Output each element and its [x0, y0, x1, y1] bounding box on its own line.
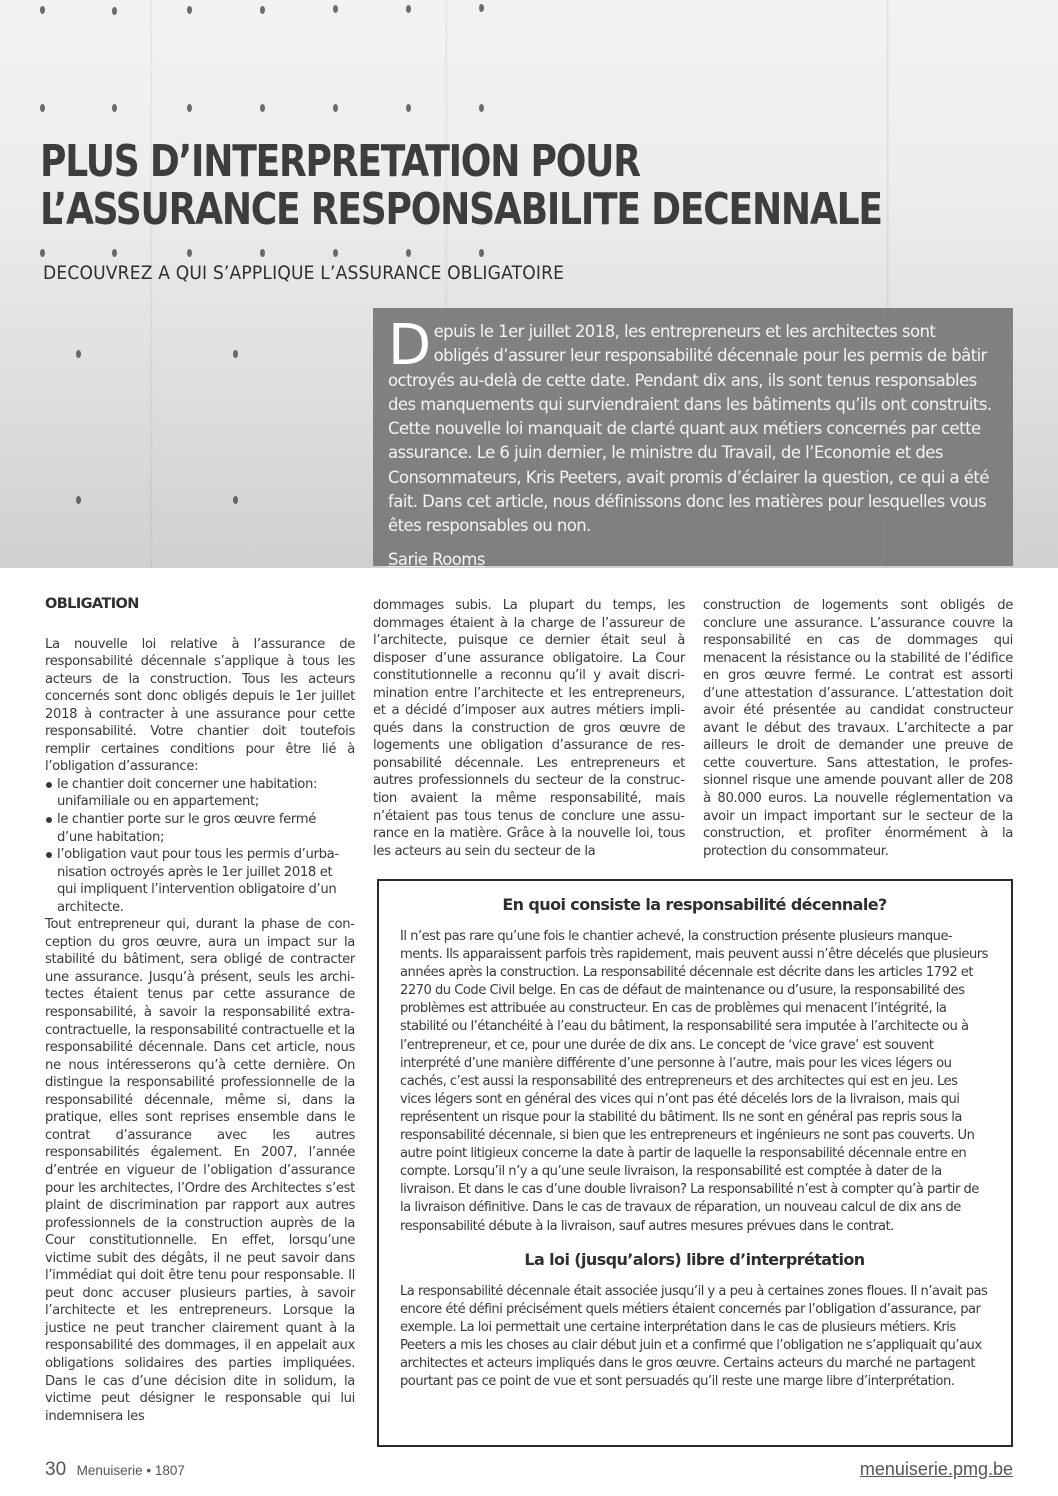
box-heading-libre-interpretation: La loi (jusqu’alors) libre d’interprétation — [524, 1249, 865, 1269]
footer-publication — [45, 1459, 185, 1481]
article-subtitle: DECOUVREZ A QUI S’APPLIQUE L’ASSURANCE OBLIGATOIRE — [43, 262, 565, 284]
tie-hole-decoration — [233, 350, 238, 358]
box-paragraph: La responsabilité décennale était associée jusqu’il y a peu à certaines zones floues. Il n’avait pas encore été défini précisément quels métiers étaient concernés par l’obligation d’assurance, par exemple. La loi permettait une certaine interprétation dans le cas de plusieurs métiers. Kris Peeters a mis les choses au clair début juin et a confirmé que l’obligation ne s’appliquait qu’aux architectes et acteurs impliqués dans le gros œuvre. Certains acteurs du marché ne partagent pourtant pas ce point de vue et sont persuadés qu’il reste une marge libre d’interprétation. — [400, 1283, 988, 1390]
paragraph: dommages subis. La plupart du temps, les dommages étaient à la charge de l’assureur de l’architecte, puisque ce dernier était seul à disposer d’une assurance obligatoire. La Cour constitutionnelle a reconnu qu’il y avait discrimination entre l’architecte et les entrepreneurs, et a décidé d’imposer aux autres métiers impliqués dans la construction de gros œuvre de logements une obligation d’assurance de responsabilité décennale. Les entrepreneurs et autres professionnels du secteur de la construction avaient la même responsabilité, mais n’étaient pas tous tenus de conclure une assurance en la matière. Grâce à la nouvelle loi, tous les acteurs au sein du secteur de la — [373, 598, 685, 859]
magazine-issue: Menuiserie • 1807 — [76, 1463, 185, 1478]
intro-paragraph — [388, 313, 995, 539]
tie-hole-decoration — [260, 104, 265, 112]
concrete-hero-background — [0, 0, 1058, 568]
tie-hole-decoration — [260, 6, 265, 14]
conditions-list — [45, 776, 355, 916]
tie-hole-decoration — [112, 249, 117, 257]
column-1 — [45, 596, 355, 1425]
article-title-line-1: PLUS D’INTERPRETATION POUR — [40, 136, 640, 187]
paragraph: Tout entrepreneur qui, durant la phase de conception du gros œuvre, aura un impact sur la stabilité du bâtiment, sera obligé de contracter une assurance. Jusqu’à présent, seuls les architectes étaient tenus par cette assurance de responsabilité, à savoir la responsabilité extracontractuelle, la responsabilité contractuelle et la responsabilité décennale. Dans cet article, nous ne nous intéresserons qu’à cette dernière. On distingue la responsabilité professionnelle de la responsabilité décennale, même si, dans la pratique, elles sont reprises ensemble dans le contrat d’assurance avec les autres responsabilités également. En 2007, l’année d’entrée en vigueur de l’obligation d’assurance pour les architectes, l’Ordre des Architectes s’est plaint de discrimination par rapport aux autres professionnels de la construction auprès de la Cour constitutionnelle. En effet, lorsqu’une victime subit des dégâts, il ne peut savoir dans l’immédiat qui doit être tenu pour responsable. Il peut donc accuser plusieurs parties, à savoir l’architecte et les entrepreneurs. Lorsque la justice ne peut trancher clairement quant à la responsabilité des dommages, il en appelait aux obligations solidaires des parties impliquées. Dans le cas d’une décision dite in solidum, la victime peut désigner le responsable qui lui indemnisera les — [45, 917, 355, 1424]
tie-hole-decoration — [112, 7, 117, 15]
list-item: le chantier doit concerner une habitation: unifamiliale ou en appartement; — [45, 776, 355, 811]
tie-hole-decoration — [333, 104, 338, 112]
page-number: 30 — [45, 1459, 67, 1480]
drop-cap: D — [388, 313, 431, 378]
tie-hole-decoration — [40, 6, 45, 14]
tie-hole-decoration — [333, 249, 338, 257]
tie-hole-decoration — [40, 249, 45, 257]
tie-hole-decoration — [187, 249, 192, 257]
author-byline: Sarie Rooms — [388, 549, 485, 569]
tie-hole-decoration — [260, 249, 265, 257]
box-heading-responsabilite-decennale: En quoi consiste la responsabilité décennale? — [502, 895, 887, 914]
tie-hole-decoration — [406, 249, 411, 257]
column-2 — [373, 597, 685, 860]
website-link[interactable]: menuiserie.pmg.be — [859, 1459, 1013, 1479]
tie-hole-decoration — [233, 496, 238, 504]
article-title-line-2: L’ASSURANCE RESPONSABILITE DECENNALE — [40, 184, 882, 235]
tie-hole-decoration — [406, 5, 411, 13]
tie-hole-decoration — [76, 350, 81, 358]
paragraph: construction de logements sont obligés de conclure une assurance. L’assurance couvre la responsabilité en cas de dommages qui menacent la résistance ou la stabilité de l’édifice en gros œuvre fermé. Le contrat est assorti d’une attestation d’assurance. L’attestation doit avoir été présentée au candidat constructeur avant le début des travaux. L’architecte a par ailleurs le droit de demander une preuve de cette couverture. Sans attestation, le professionnel risque une amende pouvant aller de 208 à 80.000 euros. La nouvelle réglementation va avoir un impact important sur le secteur de la construction, et profiter énormément à la protection du consommateur. — [703, 598, 1013, 859]
box-paragraph: Il n’est pas rare qu’une fois le chantier achevé, la construction présente plusieurs manquements. Ils apparaissent parfois très rapidement, mais peuvent aussi n’être décelés que plusieurs années après la construction. La responsabilité décennale est décrite dans les articles 1792 et 2270 du Code Civil belge. En cas de défaut de maintenance ou d’usure, la responsabilité des problèmes est attribuée au constructeur. En cas de problèmes qui menacent l’intégrité, la stabilité ou l’étanchéité à l’eau du bâtiment, la responsabilité sera imputée à l’architecte ou à l’entrepreneur, et ce, pour une durée de dix ans. Le concept de ‘vice grave’ est souvent interprété d’une manière différente d’une personne à l’autre, mais pour les vices légers ou cachés, c’est aussi la responsabilité des entrepreneurs et des architectes qui est en jeu. Les vices légers sont en général des vices qui n’ont pas été décelés lors de la livraison, mais qui représentent un risque pour la stabilité du bâtiment. Ils ne sont en général pas repris sous la responsabilité décennale, si bien que les entrepreneurs et ingénieurs ne sont pas couverts. Un autre point litigieux concerne la date à partir de laquelle la responsabilité décennale entre en compte. Lorsqu’il n’y a qu’une seule livraison, la responsabilité est comptée à dater de la livraison. Et dans le cas d’une double livraison? La responsabilité n’est à compter qu’à partir de la livraison définitive. Dans le cas de travaux de réparation, un nouveau calcul de dix ans de responsabilité débute à la livraison, sauf autres mesures prévues dans le contrat. — [400, 929, 988, 1234]
list-item: le chantier porte sur le gros œuvre fermé d’une habitation; — [45, 811, 355, 846]
column-3 — [703, 597, 1013, 860]
tie-hole-decoration — [187, 104, 192, 112]
tie-hole-decoration — [333, 5, 338, 13]
tie-hole-decoration — [187, 6, 192, 14]
tie-hole-decoration — [40, 104, 45, 112]
list-item: l’obligation vaut pour tous les permis d’urbanisation octroyés après le 1er juillet 2018 et qui impliquent l’intervention obligatoire d’un architecte. — [45, 846, 355, 916]
tie-hole-decoration — [479, 4, 484, 12]
intro-text: epuis le 1er juillet 2018, les entrepreneurs et les architectes sont obligés d’assurer leur responsabilité décennale pour les permis de bâtir octroyés au-delà de cette date. Pendant dix ans, ils sont tenus responsables des manquements qui surviendraient dans les bâtiments qu’ils ont construits. Cette nouvelle loi manquait de clarté quant aux métiers concernés par cette assurance. Le 6 juin dernier, le ministre du Travail, de l’Economie et des Consommateurs, Kris Peeters, avait promis d’éclairer la question, ce qui a été fait. Dans cet article, nous définissons donc les matières pour lesquelles vous êtes responsables ou non. — [388, 322, 992, 536]
sidebar-box — [377, 879, 1013, 1447]
tie-hole-decoration — [76, 496, 81, 504]
tie-hole-decoration — [479, 249, 484, 257]
tie-hole-decoration — [406, 104, 411, 112]
tie-hole-decoration — [479, 104, 484, 112]
tie-hole-decoration — [112, 104, 117, 112]
intro-box — [373, 308, 1013, 569]
article-title — [40, 138, 882, 234]
paragraph: La nouvelle loi relative à l’assurance de responsabilité décennale s’applique à tous les acteurs de la construction. Tous les acteurs concernés sont donc obligés depuis le 1er juillet 2018 à contracter à une assurance pour cette responsabilité. Votre chantier doit toutefois remplir certaines conditions pour être lié à l’obligation d’assurance: — [45, 636, 355, 775]
section-heading-obligation: OBLIGATION — [45, 596, 139, 612]
